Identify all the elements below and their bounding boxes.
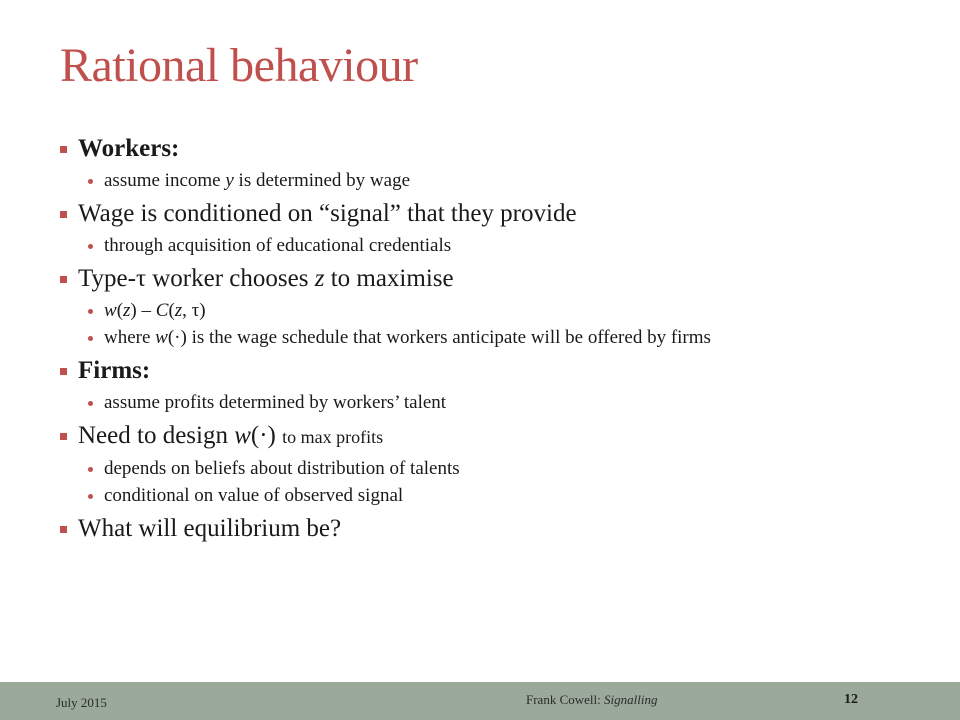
sub-bullet-item — [58, 236, 918, 256]
text-run: assume profits determined by workers’ talent — [104, 392, 447, 413]
bullet-item — [58, 199, 918, 229]
slide-title: Rational behaviour — [60, 39, 418, 92]
text-run: , τ) — [182, 300, 206, 321]
sub-bullet-text — [104, 235, 451, 256]
text-run: (·) is the wage schedule that workers anticipate will be offered by firms — [167, 327, 711, 348]
footer-author — [526, 692, 657, 708]
bullet-item — [58, 264, 918, 294]
text-run: where — [104, 327, 156, 348]
text-run: ( — [116, 300, 124, 321]
square-bullet-icon — [60, 368, 67, 375]
square-bullet-icon — [60, 276, 67, 283]
footer-bar — [0, 682, 960, 720]
footer-date: July 2015 — [56, 695, 107, 710]
square-bullet-icon — [60, 146, 67, 153]
bullet-text: Workers: — [78, 135, 180, 162]
text-run: assume income — [104, 170, 226, 191]
text-run: (·) — [250, 422, 283, 449]
dot-bullet-icon — [88, 309, 93, 314]
sub-bullet-item — [58, 328, 918, 348]
text-run: is determined by wage — [233, 170, 411, 191]
dot-bullet-icon — [88, 401, 93, 406]
sub-bullet-item — [58, 459, 918, 479]
square-bullet-icon — [60, 433, 67, 440]
bullet-text — [78, 422, 383, 449]
sub-bullet-text — [104, 327, 711, 348]
text-run: to max profits — [282, 427, 384, 447]
sub-bullet-text — [104, 458, 460, 479]
text-run: w — [234, 422, 251, 449]
text-run: y — [225, 170, 234, 191]
dot-bullet-icon — [88, 494, 93, 499]
dot-bullet-icon — [88, 336, 93, 341]
bullet-text — [78, 265, 454, 292]
text-run: ) – — [130, 300, 156, 321]
sub-bullet-item — [58, 393, 918, 413]
square-bullet-icon — [60, 211, 67, 218]
bullet-text: Wage is conditioned on “signal” that they provide — [78, 200, 577, 227]
text-run: through acquisition of educational credentials — [104, 235, 452, 256]
sub-bullet-text — [104, 485, 403, 506]
footer-author-name: Frank Cowell: — [526, 692, 604, 707]
text-run: w — [104, 300, 117, 321]
dot-bullet-icon — [88, 179, 93, 184]
text-run: Type-τ worker chooses — [78, 265, 315, 292]
text-run: w — [155, 327, 168, 348]
bullet-list — [58, 134, 918, 544]
text-run: to maximise — [324, 265, 454, 292]
bullet-item — [58, 356, 918, 386]
text-run: z — [314, 265, 325, 292]
text-run: z — [174, 300, 183, 321]
text-run: Need to design — [78, 422, 235, 449]
page-number: 12 — [844, 692, 858, 707]
dot-bullet-icon — [88, 244, 93, 249]
bullet-text: What will equilibrium be? — [78, 515, 342, 542]
sub-bullet-item — [58, 171, 918, 191]
text-run: ( — [168, 300, 175, 321]
footer-topic: Signalling — [604, 692, 658, 707]
sub-bullet-item — [58, 486, 918, 506]
text-run: z — [123, 300, 131, 321]
sub-bullet-text — [104, 392, 446, 413]
bullet-item — [58, 421, 918, 452]
text-run: depends on beliefs about distribution of talents — [104, 458, 460, 479]
square-bullet-icon — [60, 526, 67, 533]
text-run: conditional on value of observed signal — [104, 485, 404, 506]
bullet-item — [58, 514, 918, 544]
bullet-item — [58, 134, 918, 164]
text-run: C — [155, 300, 169, 321]
dot-bullet-icon — [88, 467, 93, 472]
sub-bullet-text — [104, 300, 206, 321]
sub-bullet-text — [104, 170, 410, 191]
sub-bullet-item — [58, 301, 918, 321]
bullet-text: Firms: — [78, 357, 151, 384]
